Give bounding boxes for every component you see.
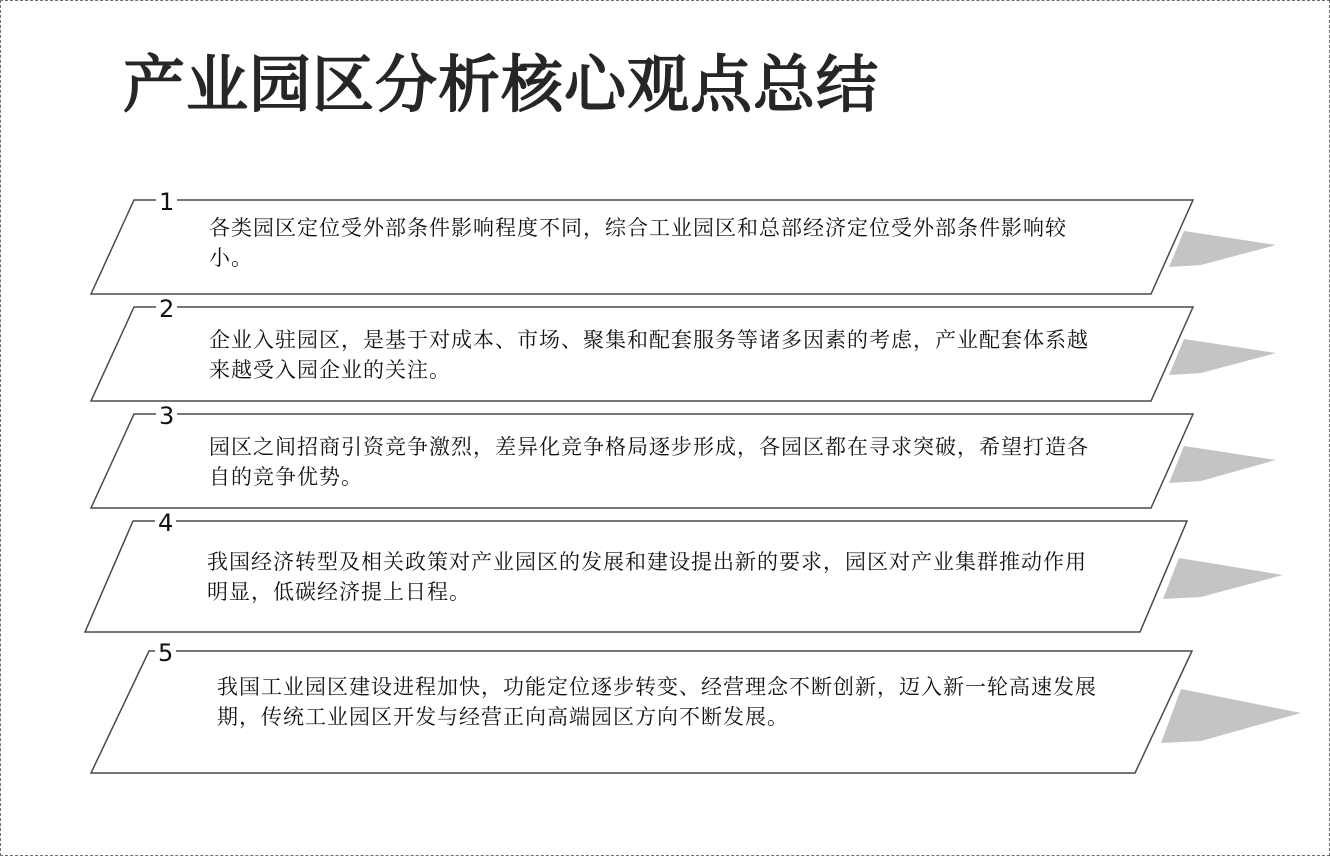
- slide-title: 产业园区分析核心观点总结: [123, 48, 880, 121]
- point-3-number: 3: [156, 402, 177, 430]
- point-4-shadow: [1163, 558, 1283, 599]
- point-4-number: 4: [155, 509, 176, 537]
- point-5-number: 5: [155, 639, 176, 667]
- point-1-number: 1: [156, 188, 177, 216]
- point-2-number: 2: [156, 295, 177, 323]
- point-5-text: 我国工业园区建设进程加快，功能定位逐步转变、经营理念不断创新，迈入新一轮高速发展期，传统工业园区开发与经营正向高端园区方向不断发展。: [217, 675, 1097, 729]
- point-4-text: 我国经济转型及相关政策对产业园区的发展和建设提出新的要求，园区对产业集群推动作用明显，低碳经济提上日程。: [207, 550, 1087, 604]
- point-2-text: 企业入驻园区，是基于对成本、市场、聚集和配套服务等诸多因素的考虑，产业配套体系越来越受入园企业的关注。: [209, 328, 1089, 382]
- point-5-shadow: [1161, 689, 1301, 743]
- point-1-shadow: [1169, 231, 1276, 267]
- point-1-text: 各类园区定位受外部条件影响程度不同，综合工业园区和总部经济定位受外部条件影响较小。: [209, 216, 1067, 270]
- point-2-shadow: [1169, 339, 1276, 375]
- point-3-text: 园区之间招商引资竞争激烈，差异化竞争格局逐步形成，各园区都在寻求突破，希望打造各自的竞争优势。: [209, 435, 1089, 489]
- point-3-shadow: [1169, 446, 1276, 483]
